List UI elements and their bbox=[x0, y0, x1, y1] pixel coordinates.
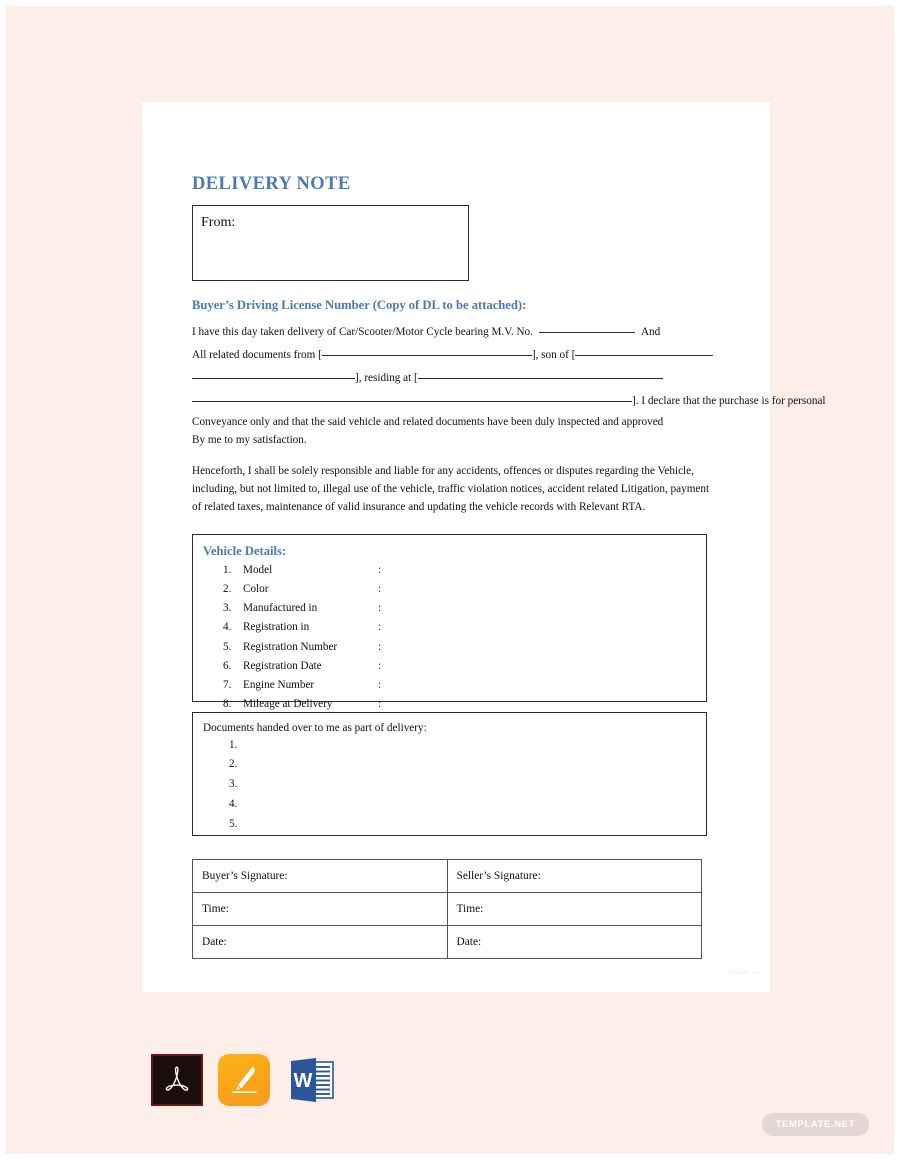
signature-table-row bbox=[193, 925, 702, 958]
signature-table-row bbox=[193, 892, 702, 925]
vehicle-detail-number: 1. bbox=[223, 563, 232, 576]
sheet-watermark: template.net bbox=[727, 970, 760, 976]
vehicle-detail-label: Color bbox=[243, 582, 269, 595]
declaration-line-4-post: ]. I declare that the purchase is for personal bbox=[632, 394, 826, 407]
page-title: DELIVERY NOTE bbox=[192, 174, 351, 194]
vehicle-detail-label: Registration Date bbox=[243, 659, 322, 672]
vehicle-detail-number: 2. bbox=[223, 582, 232, 595]
vehicle-details-heading: Vehicle Details: bbox=[203, 543, 287, 558]
documents-handed-list bbox=[203, 736, 696, 836]
vehicle-detail-label: Registration in bbox=[243, 621, 310, 634]
vehicle-detail-label: Engine Number bbox=[243, 679, 315, 692]
declaration-line-1-post: And bbox=[640, 326, 661, 338]
from-field-box[interactable] bbox=[192, 205, 469, 281]
adobe-acrobat-glyph bbox=[160, 1063, 194, 1097]
file-format-icons bbox=[151, 1054, 337, 1106]
document-handed-row[interactable]: 4. bbox=[229, 798, 238, 811]
declaration-continuation-2: By me to my satisfaction. bbox=[192, 433, 307, 446]
son-of-blank-b[interactable] bbox=[192, 378, 355, 379]
documents-from-blank[interactable] bbox=[322, 355, 532, 356]
vehicle-detail-number: 6. bbox=[223, 659, 232, 672]
vehicle-detail-row bbox=[203, 599, 696, 618]
vehicle-details-list bbox=[203, 561, 696, 715]
apple-pages-format-icon[interactable] bbox=[218, 1054, 270, 1106]
vehicle-detail-colon: : bbox=[378, 582, 382, 595]
liability-paragraph: Henceforth, I shall be solely responsible and liable for any accidents, offences or disputes regarding the Vehicle, including, but not limited to, illegal use of the vehicle, traffic violation notices, accident related Litigation, payment of related taxes, maintenance of valid insurance and updating the vehicle records with Relevant RTA. bbox=[192, 465, 710, 514]
residing-at-blank-b[interactable] bbox=[192, 401, 632, 402]
vehicle-detail-colon: : bbox=[378, 563, 382, 576]
declaration-line-2-pre: All related documents from [ bbox=[192, 348, 322, 361]
declaration-block bbox=[192, 321, 826, 449]
vehicle-detail-row bbox=[203, 657, 696, 676]
declaration-line-1-pre: I have this day taken delivery of Car/Scooter/Motor Cycle bearing M.V. No. bbox=[192, 326, 533, 338]
template-net-badge: TEMPLATE.NET bbox=[762, 1113, 869, 1136]
documents-handed-box bbox=[192, 712, 707, 836]
declaration-line-1 bbox=[192, 321, 710, 344]
vehicle-detail-colon: : bbox=[378, 640, 382, 653]
documents-handed-title: Documents handed over to me as part of delivery: bbox=[203, 721, 427, 734]
svg-text:W: W bbox=[293, 1070, 313, 1092]
vehicle-detail-number: 4. bbox=[223, 621, 232, 634]
declaration-line-3 bbox=[192, 367, 710, 390]
residing-at-blank-a[interactable] bbox=[418, 378, 663, 379]
signature-cell-seller[interactable]: Seller’s Signature: bbox=[447, 859, 702, 892]
signature-cell-buyer[interactable]: Time: bbox=[193, 892, 448, 925]
from-label: From: bbox=[201, 215, 236, 230]
document-handed-row[interactable]: 1. bbox=[229, 738, 238, 751]
document-handed-row[interactable]: 2. bbox=[229, 758, 238, 771]
document-content bbox=[192, 174, 826, 959]
mv-number-blank[interactable] bbox=[539, 332, 635, 333]
declaration-line-4 bbox=[192, 390, 826, 413]
signature-table-row bbox=[193, 859, 702, 892]
vehicle-detail-number: 5. bbox=[223, 640, 232, 653]
declaration-continuation-1: Conveyance only and that the said vehicle and related documents have been duly inspected and approved bbox=[192, 415, 664, 428]
vehicle-detail-number: 7. bbox=[223, 679, 232, 692]
document-handed-row[interactable]: 3. bbox=[229, 778, 238, 791]
vehicle-detail-row bbox=[203, 618, 696, 637]
declaration-line-2 bbox=[192, 344, 710, 367]
vehicle-detail-label: Model bbox=[243, 563, 273, 576]
pen-glyph bbox=[225, 1061, 263, 1099]
vehicle-detail-number: 8. bbox=[223, 698, 232, 711]
vehicle-detail-row bbox=[203, 561, 696, 580]
microsoft-word-glyph bbox=[286, 1056, 336, 1104]
vehicle-detail-colon: : bbox=[378, 602, 382, 615]
declaration-line-3-mid: ], residing at [ bbox=[355, 371, 418, 384]
vehicle-detail-number: 3. bbox=[223, 602, 232, 615]
signature-table bbox=[192, 859, 702, 959]
vehicle-detail-label: Mileage at Delivery bbox=[243, 698, 333, 711]
pdf-format-icon[interactable] bbox=[151, 1054, 203, 1106]
vehicle-detail-colon: : bbox=[378, 698, 382, 711]
vehicle-details-box bbox=[192, 534, 707, 711]
vehicle-detail-row bbox=[203, 676, 696, 695]
signature-cell-buyer[interactable]: Date: bbox=[193, 925, 448, 958]
signature-cell-seller[interactable]: Date: bbox=[447, 925, 702, 958]
buyer-dl-heading: Buyer’s Driving License Number (Copy of DL to be attached): bbox=[192, 298, 527, 312]
vehicle-detail-label: Registration Number bbox=[243, 640, 338, 653]
declaration-line-2-mid: ], son of [ bbox=[531, 348, 576, 361]
vehicle-detail-colon: : bbox=[378, 621, 382, 634]
vehicle-detail-row bbox=[203, 580, 696, 599]
signature-cell-buyer[interactable]: Buyer’s Signature: bbox=[193, 859, 448, 892]
word-format-icon[interactable] bbox=[285, 1054, 337, 1106]
son-of-blank-a[interactable] bbox=[575, 355, 713, 356]
document-page bbox=[142, 102, 826, 992]
vehicle-detail-colon: : bbox=[378, 659, 382, 672]
vehicle-detail-colon: : bbox=[378, 679, 382, 692]
vehicle-detail-label: Manufactured in bbox=[243, 602, 318, 615]
vehicle-detail-row bbox=[203, 638, 696, 657]
document-handed-row[interactable]: 5. bbox=[229, 818, 238, 831]
signature-cell-seller[interactable]: Time: bbox=[447, 892, 702, 925]
